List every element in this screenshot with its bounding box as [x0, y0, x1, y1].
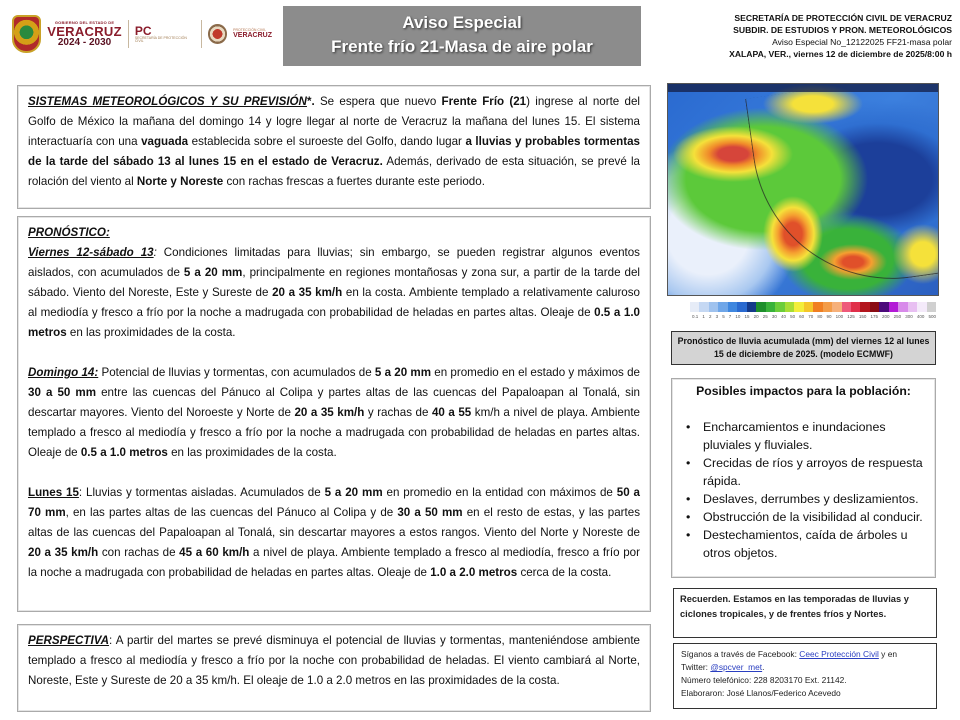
text: , principalmente en regiones montañosas y zona sur, a partir de la tarde del sábado. Viento del Noreste, Este y Sureste de — [28, 266, 640, 299]
legend-tick: 60 — [799, 314, 805, 319]
pc-logo-label: PC — [134, 23, 152, 38]
perspective-section — [17, 624, 651, 712]
perspective-heading: PERSPECTIVA — [28, 634, 109, 647]
text: . — [762, 662, 765, 672]
legend-swatch — [908, 302, 917, 312]
bold-text: 20 a 35 km/h — [28, 546, 99, 559]
text: en las proximidades de la costa. — [66, 326, 236, 339]
page-title — [283, 6, 641, 66]
civil-protection-seal-icon — [208, 24, 227, 44]
forecast-day-fri-sat — [28, 243, 640, 343]
agency-name: SECRETARÍA DE PROTECCIÓN CIVIL DE VERACRUZ — [734, 13, 952, 23]
text: con rachas de — [98, 546, 180, 559]
agency-subdivision: SUBDIR. DE ESTUDIOS Y PRON. METEOROLÓGICOS — [733, 25, 952, 35]
bold-text: 0.5 a 1.0 metros — [28, 306, 640, 339]
text: Se espera que nuevo — [319, 95, 442, 108]
legend-tick: 100 — [835, 314, 844, 319]
text: y en — [878, 649, 898, 659]
title-line-1: Aviso Especial — [402, 13, 522, 32]
notice-id: Aviso Especial No_12122025 FF21-masa polar — [772, 37, 952, 47]
authors: Elaboraron: José Llanos/Federico Acevedo — [681, 688, 841, 698]
legend-swatch — [898, 302, 907, 312]
sep: : — [78, 486, 87, 499]
place-date: XALAPA, VER., viernes 12 de diciembre de 2025/8:00 h — [729, 49, 952, 59]
gov-logo-small: GOBIERNO DEL ESTADO DE — [54, 19, 115, 25]
list-item: • Crecidas de ríos y arroyos de respuesta rápida. — [680, 454, 927, 490]
forecast-section — [17, 216, 651, 612]
legend-tick: 0.1 — [692, 314, 699, 319]
legend-swatch — [813, 302, 822, 312]
legend-tick: 10 — [735, 314, 741, 319]
list-item: • Encharcamientos e inundaciones pluviales y fluviales. — [680, 418, 927, 454]
text: en promedio en el estado y máximos de — [431, 366, 640, 379]
legend-tick: 300 — [905, 314, 913, 319]
logo-divider — [128, 20, 129, 48]
legend-swatch — [728, 302, 737, 312]
text: Lluvias y tormentas aisladas. Acumulados de — [86, 486, 325, 499]
text: Condiciones limitadas para lluvias; sin embargo, se pueden registrar algunos eventos aislados, con acumulados de — [28, 246, 640, 279]
text: cerca de la costa. — [517, 566, 612, 579]
text: en el resto de estas, y las partes altas de las cuencas del Papaloapan al Tonalá, sin descartar mayores a estos rangos. Viento del Norte y Noreste de — [28, 506, 640, 539]
pc-logo-sub: SECRETARÍA DE PROTECCIÓN CIVIL — [134, 35, 187, 43]
text: en la costa. Ambiente templado a relativamente caluroso al mediodía y fresco a frío por la noche a madrugada con probabilidad de heladas en partes altas. Oleaje de — [28, 286, 640, 319]
legend-tick: 150 — [858, 314, 867, 319]
legend-swatch — [851, 302, 860, 312]
systems-section — [17, 85, 651, 209]
header-logos — [12, 14, 272, 54]
day-label: Lunes 15 — [28, 486, 79, 499]
bold-text: 30 a 50 mm — [28, 386, 97, 399]
legend-tick: 200 — [882, 314, 890, 319]
legend-tick: 25 — [762, 314, 768, 319]
text: a nivel de playa. Ambiente templado a fresco al mediodía, fresco a frío por la noche a madrugada con probabilidad de heladas en partes altas. Oleaje de — [28, 546, 640, 579]
sep: : — [153, 246, 164, 259]
legend-tick: 7 — [728, 314, 732, 319]
text: Potencial de lluvias y tormentas, con acumulados de — [101, 366, 375, 379]
heading-suffix: *. — [306, 95, 320, 108]
title-line-2: Frente frío 21-Masa de aire polar — [331, 37, 593, 56]
bold-text: 5 a 20 mm — [374, 366, 432, 379]
day-label: Domingo 14: — [28, 366, 99, 379]
legend-swatch — [879, 302, 888, 312]
bold-text: 45 a 60 km/h — [179, 546, 250, 559]
bold-text: a lluvias y probables tormentas de la tarde del sábado 13 al lunes 15 en el estado de Veracruz. — [28, 135, 641, 168]
list-item: • Obstrucción de la visibilidad al conducir. — [680, 508, 927, 526]
bold-text: 40 a 55 — [431, 406, 472, 419]
facebook-link[interactable]: Ceec Protección Civil — [799, 649, 879, 659]
legend-swatch — [870, 302, 879, 312]
text: establecida sobre el suroeste del Golfo, dando lugar — [188, 135, 466, 148]
pc-veracruz-name: VERACRUZ — [233, 32, 272, 40]
legend-swatch — [709, 302, 718, 312]
bold-text: 30 a 50 mm — [397, 506, 463, 519]
bold-text: 20 a 35 km/h — [294, 406, 365, 419]
legend-swatch — [889, 302, 898, 312]
reminder-box: Recuerden. Estamos en las temporadas de lluvias y ciclones tropicales, y de frentes fríos y Nortes. — [673, 588, 937, 638]
legend-tick: 500 — [928, 314, 936, 319]
legend-swatch — [775, 302, 784, 312]
gov-logo — [47, 21, 122, 48]
systems-heading: SISTEMAS METEOROLÓGICOS Y SU PREVISIÓN — [28, 95, 307, 108]
twitter-link[interactable]: @spcver_met — [710, 662, 763, 672]
forecast-day-sunday — [28, 363, 640, 463]
map-caption: Pronóstico de lluvia acumulada (mm) del viernes 12 al lunes 15 de diciembre de 2025. (modelo ECMWF) — [671, 331, 936, 365]
bold-text: 20 a 35 km/h — [272, 286, 343, 299]
legend-tick: 400 — [916, 314, 925, 319]
legend-swatch — [927, 302, 936, 312]
legend-tick: 70 — [808, 314, 814, 319]
contact-box — [673, 643, 937, 709]
legend-tick: 50 — [790, 314, 796, 319]
impacts-box — [671, 378, 936, 578]
forecast-heading: PRONÓSTICO: — [28, 226, 110, 239]
text: , en las partes altas de las cuencas del Pánuco al Colipa y de — [65, 506, 398, 519]
legend-swatch — [842, 302, 851, 312]
veracruz-coat-of-arms-icon — [12, 15, 41, 53]
legend-tick: 20 — [753, 314, 759, 319]
legend-swatch — [766, 302, 775, 312]
bold-text: 50 a 70 mm — [28, 486, 640, 519]
legend-tick: 3 — [715, 314, 719, 319]
legend-tick: 80 — [817, 314, 823, 319]
legend-swatch — [699, 302, 708, 312]
legend-tick: 125 — [847, 314, 855, 319]
legend-tick: 175 — [870, 314, 878, 319]
text: entre las cuencas del Pánuco al Colipa y partes altas de las cuencas del Papaloapan al Tonalá, sin descartar mayores. Viento del Noroeste y Norte de — [28, 386, 640, 419]
legend-tick: 90 — [826, 314, 832, 319]
legend-swatch — [785, 302, 794, 312]
rainfall-color-legend — [690, 302, 936, 312]
bold-text: Norte y Noreste — [136, 175, 224, 188]
agency-header — [660, 12, 952, 60]
impacts-list — [680, 418, 927, 562]
legend-swatch — [832, 302, 841, 312]
legend-swatch — [756, 302, 765, 312]
text: y rachas de — [364, 406, 432, 419]
legend-swatch — [718, 302, 727, 312]
impacts-title: Posibles impactos para la población: — [696, 384, 911, 398]
text: ) ingrese al norte del Golfo de México la mañana del domingo 14 y logre llegar al norte de Veracruz la mañana del lunes 15. El sistema interactuaría con una — [28, 95, 640, 148]
legend-swatch — [804, 302, 813, 312]
bold-text: 0.5 a 1.0 metros — [80, 446, 168, 459]
text: en promedio en la entidad con máximos de — [382, 486, 617, 499]
legend-tick: 30 — [771, 314, 777, 319]
legend-swatch — [917, 302, 926, 312]
gov-logo-years: 2024 - 2030 — [57, 36, 112, 48]
coastline — [745, 83, 939, 296]
legend-tick: 15 — [744, 314, 750, 319]
text: km/h a nivel de playa. Ambiente templado a fresco al mediodía y fresco a frío por la noche a madrugada con probabilidad de heladas en partes altas. Oleaje de — [28, 406, 640, 459]
logo-divider — [201, 20, 202, 48]
legend-tick: 250 — [893, 314, 902, 319]
phone-number: Número telefónico: 228 8203170 Ext. 21142. — [681, 675, 847, 685]
legend-swatch — [690, 302, 699, 312]
bold-text: 5 a 20 mm — [324, 486, 383, 499]
gov-logo-name: VERACRUZ — [47, 23, 122, 39]
list-item: • Deslaves, derrumbes y deslizamientos. — [680, 490, 927, 508]
legend-swatch — [737, 302, 746, 312]
legend-tick: 5 — [722, 314, 725, 319]
legend-tick: 2 — [708, 314, 712, 319]
pc-logo — [135, 25, 195, 44]
list-item: • Destechamientos, caída de árboles u otros objetos. — [680, 526, 927, 562]
text: Síganos a través de Facebook: — [681, 649, 800, 659]
bold-text: 5 a 20 mm — [183, 266, 243, 279]
legend-swatch — [860, 302, 869, 312]
text: con rachas frescas a fuertes durante este periodo. — [223, 175, 485, 188]
bold-text: Frente Frío (21 — [441, 95, 527, 108]
rainfall-forecast-map — [667, 83, 939, 296]
bold-text: 1.0 a 2.0 metros — [430, 566, 518, 579]
forecast-day-monday — [28, 483, 640, 583]
text: Además, derivado de esta situación, se prevé la rolación del viento al — [28, 155, 640, 188]
perspective-text: : A partir del martes se prevé disminuya el potencial de lluvias y tormentas, manteniéndose ambiente templado a fresco al mediodía y fresco a frío por la noche con probabilidad de heladas. El viento cambiará al Norte, Noreste, Este y Sureste de 20 a 35 km/h. El oleaje de 1.0 a 2.0 metros en las proximidades de la costa. — [28, 634, 640, 687]
text: en las proximidades de la costa. — [167, 446, 337, 459]
legend-swatch — [747, 302, 756, 312]
pc-veracruz-small: PROTECCIÓN CIVIL — [233, 27, 267, 32]
legend-ticks — [692, 314, 936, 319]
text: Twitter: — [681, 662, 711, 672]
legend-swatch — [823, 302, 832, 312]
legend-swatch — [794, 302, 803, 312]
day-label: Viernes 12-sábado 13 — [28, 246, 154, 259]
legend-tick: 40 — [780, 314, 786, 319]
pc-veracruz-logo — [233, 29, 272, 40]
legend-tick: 1 — [702, 314, 705, 319]
bold-text: vaguada — [141, 135, 189, 148]
